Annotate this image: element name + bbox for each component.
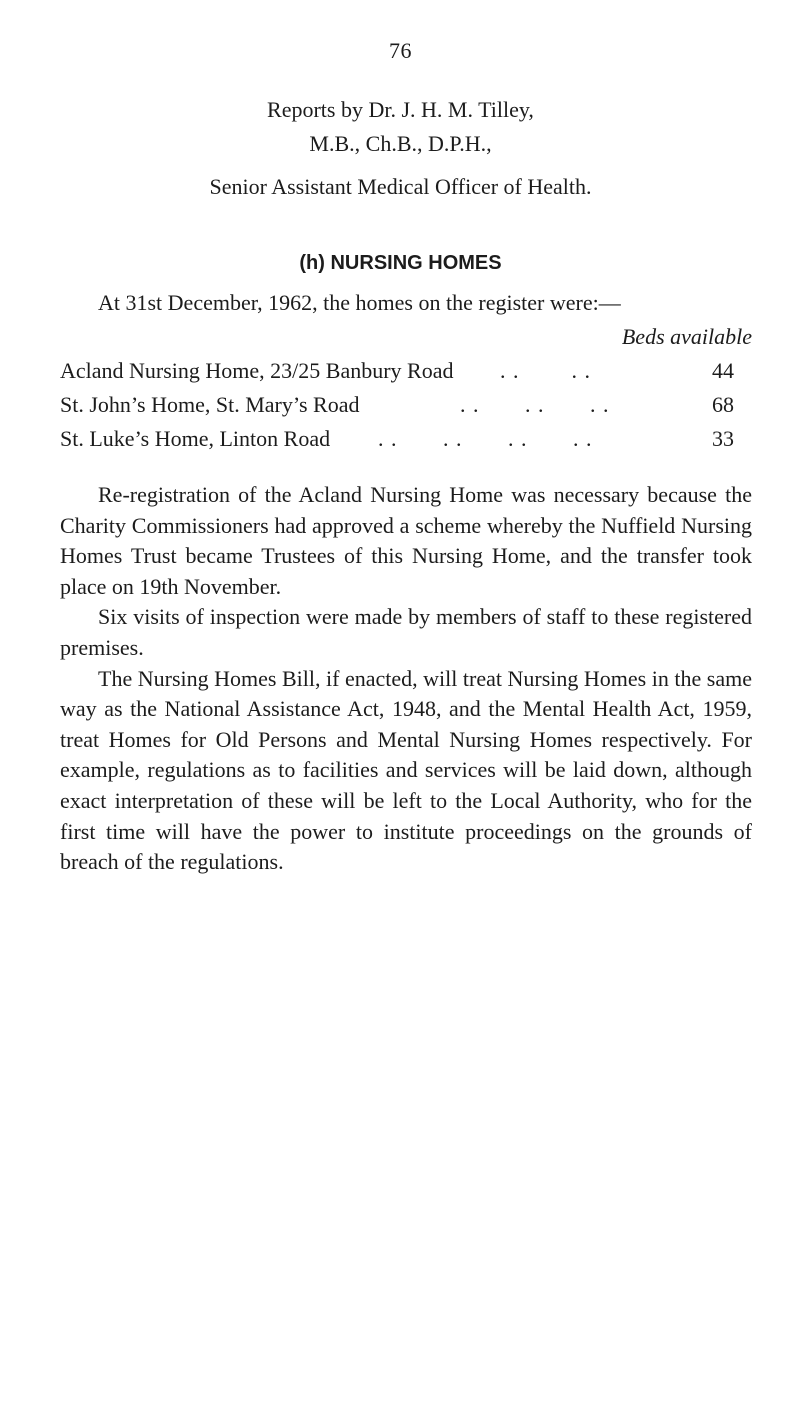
nursing-home-row: [60, 390, 752, 420]
report-role-line: Senior Assistant Medical Officer of Health.: [209, 174, 592, 199]
nursing-home-name: St. John’s Home, St. Mary’s Road: [60, 392, 360, 417]
beds-available-header: Beds available: [621, 324, 752, 349]
leader-dots: . . . . . .: [460, 392, 610, 417]
body-text: [60, 480, 752, 878]
report-author-line: Reports by Dr. J. H. M. Tilley,: [267, 97, 534, 122]
nursing-home-row: [60, 424, 752, 454]
nursing-home-beds: 68: [712, 392, 734, 417]
paragraph-inspection-visits: Six visits of inspection were made by members of staff to these registered premises.: [60, 604, 752, 660]
section-intro: At 31st December, 1962, the homes on the register were:—: [98, 290, 621, 315]
page-number: 76: [389, 38, 412, 63]
section-heading: (h) NURSING HOMES: [299, 252, 502, 274]
nursing-home-beds: 44: [712, 358, 734, 383]
nursing-home-beds: 33: [712, 426, 734, 451]
paragraph-nursing-homes-bill: The Nursing Homes Bill, if enacted, will treat Nursing Homes in the same way as the National Assistance Act, 1948, and the Mental Health Act, 1959, treat Homes for Old Persons and Mental Nursing Homes respectively. For example, regulations as to facilities and services will be laid down, although exact interpretation of these will be left to the Local Authority, who for the first time will have the power to institute proceedings on the grounds of breach of the regulations.: [60, 665, 752, 875]
paragraph-re-registration: Re-registration of the Acland Nursing Home was necessary because the Charity Commissioners had approved a scheme whereby the Nuffield Nursing Homes Trust became Trustees of this Nursing Home, and the transfer took place on 19th November.: [60, 482, 752, 599]
leader-dots: . . . . . . . .: [378, 426, 593, 451]
report-qualifications-line: M.B., Ch.B., D.P.H.,: [309, 131, 492, 156]
leader-dots: . . . .: [500, 358, 591, 383]
nursing-home-name: St. Luke’s Home, Linton Road: [60, 426, 331, 451]
nursing-home-name: Acland Nursing Home, 23/25 Banbury Road: [60, 358, 454, 383]
nursing-home-row: [60, 356, 752, 386]
